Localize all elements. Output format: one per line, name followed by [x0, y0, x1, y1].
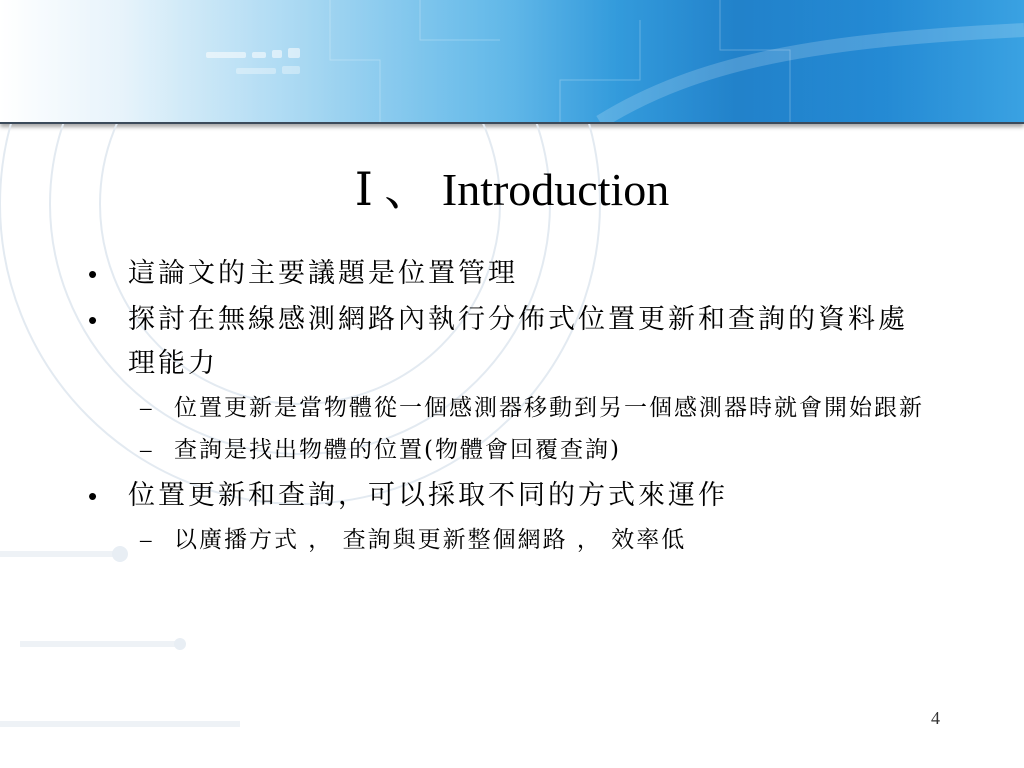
page-number: 4 [931, 708, 940, 728]
sub-bullet-item [140, 432, 948, 468]
bullet-item [88, 474, 948, 518]
slide-body [88, 252, 948, 564]
sub-bullet-text: 位置更新是當物體從一個感測器移動到另一個感測器時就會開始跟新 [174, 395, 924, 421]
bullet-text: 位置更新和查詢，可以採取不同的方式來運作 [128, 480, 728, 511]
bullet-text: 探討在無線感測網路內執行分佈式位置更新和查詢的資料處理能力 [128, 304, 908, 379]
sub-bullet-text: 以廣播方式 ， 查詢與更新整個網路 ， 效率低 [174, 527, 687, 553]
bullet-item [88, 252, 888, 296]
sub-bullet-item [140, 390, 934, 426]
sub-bullet-marker: – [140, 437, 154, 462]
bullet-marker: • [88, 305, 101, 335]
header-banner [0, 0, 1024, 124]
sub-bullet-marker: – [140, 395, 154, 420]
bullet-text: 這論文的主要議題是位置管理 [128, 258, 518, 289]
slide-title: Ⅰ 、 Introduction [354, 164, 670, 215]
bullet-item [88, 298, 928, 386]
bullet-marker: • [88, 259, 101, 289]
header-pattern [0, 0, 1024, 122]
sub-bullet-marker: – [140, 527, 154, 552]
sub-bullet-item [140, 522, 948, 558]
sub-bullet-text: 查詢是找出物體的位置(物體會回覆查詢) [174, 437, 621, 463]
bullet-marker: • [88, 481, 101, 511]
